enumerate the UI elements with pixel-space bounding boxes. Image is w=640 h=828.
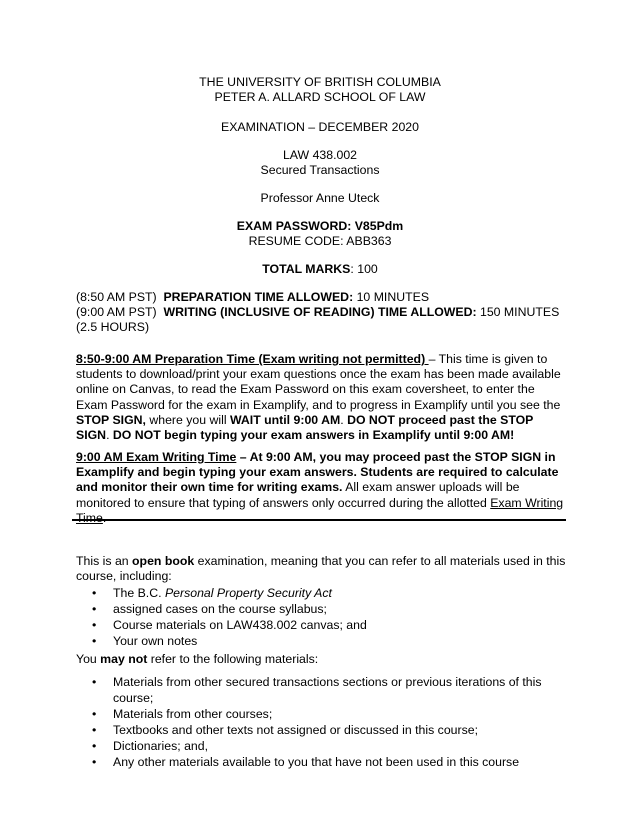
open-book-bold: open book: [132, 554, 195, 568]
prep-text-4: .: [106, 428, 113, 443]
exam-writing-time-link: Exam Writing Time: [76, 495, 564, 525]
writing-time-line: [76, 305, 568, 335]
stop-sign-text: STOP SIGN,: [76, 412, 146, 427]
resume-code: [0, 234, 640, 249]
may-not-text-1: You: [76, 652, 101, 666]
open-book-text-2: examination, meaning that you can refer to all materials used in this course, including:: [76, 554, 566, 584]
prohibited-materials-list: [76, 674, 568, 770]
writing-bold-text: – At 9:00 AM, you may proceed past the STOP SIGN in Examplify and begin typing your exam answers. Students are required to calculate and monitor their own time for writing exams.: [76, 450, 559, 495]
prep-dash: –: [428, 352, 439, 366]
marks-value: : 100: [350, 262, 378, 276]
prep-time-stamp: (8:50 AM PST): [76, 290, 157, 304]
list-item: • Textbooks and other texts not assigned or discussed in this course;: [76, 722, 568, 738]
list-item: • Materials from other secured transactions sections or previous iterations of this course;: [76, 674, 568, 706]
item-1-prefix: The B.C.: [113, 586, 165, 600]
list-item: [76, 585, 568, 601]
may-not-intro: [76, 652, 568, 667]
prep-text-2: where you will: [145, 412, 230, 427]
password-value: V85Pdm: [354, 219, 404, 233]
prep-text-3: .: [340, 412, 348, 427]
prep-time-label: PREPARATION TIME ALLOWED:: [163, 290, 354, 304]
prep-text-1: This time is given to students to download/print your exam questions once the exam has been made available online on Canvas, to read the Exam Password on this exam coversheet, to enter the Exam Password for the exam in Examplify, and to progress in Examplify until you see the: [76, 352, 561, 412]
prep-heading: 8:50-9:00 AM Preparation Time (Exam writing not permitted): [76, 352, 429, 366]
allowed-materials-list: [76, 585, 568, 649]
list-item: • Course materials on LAW438.002 canvas; and: [76, 617, 568, 633]
resume-value: ABB363: [346, 234, 392, 248]
open-book-intro: [76, 554, 568, 584]
exam-password: [0, 219, 640, 234]
university-name: THE UNIVERSITY OF BRITISH COLUMBIA: [199, 75, 441, 89]
professor-name: Professor Anne Uteck: [260, 191, 380, 205]
do-not-begin-text: DO NOT begin typing your exam answers in Examplify until 9:00 AM!: [112, 428, 515, 443]
list-item: • Dictionaries; and,: [76, 738, 568, 754]
total-marks: [0, 262, 640, 277]
writing-time-stamp: (9:00 AM PST): [76, 305, 157, 320]
open-book-text-1: This is an: [76, 554, 133, 568]
password-label: EXAM PASSWORD:: [236, 219, 352, 233]
may-not-text-2: refer to the following materials:: [147, 652, 319, 666]
course-code: LAW 438.002: [282, 148, 358, 162]
marks-label: TOTAL MARKS: [262, 262, 351, 276]
prep-time-line: [76, 290, 568, 305]
writing-time-value: 150 MINUTES (2.5 HOURS): [76, 305, 560, 335]
course-name: Secured Transactions: [260, 163, 380, 177]
writing-heading: 9:00 AM Exam Writing Time: [76, 450, 237, 464]
may-not-bold: may not: [100, 652, 148, 666]
list-item: • assigned cases on the course syllabus;: [76, 601, 568, 617]
preparation-paragraph: [76, 352, 568, 443]
writing-end: .: [102, 510, 107, 525]
list-item: • Any other materials available to you that have not been used in this course: [76, 754, 568, 770]
wait-text: WAIT until 9:00 AM: [230, 412, 341, 427]
school-name: PETER A. ALLARD SCHOOL OF LAW: [214, 90, 426, 104]
exam-title: EXAMINATION – DECEMBER 2020: [221, 120, 419, 134]
time-allowances: [76, 290, 568, 336]
writing-paragraph: [76, 450, 568, 526]
ppsa-title: Personal Property Security Act: [164, 586, 332, 600]
prep-time-value: 10 MINUTES: [356, 290, 430, 304]
horizontal-divider: [72, 519, 566, 521]
do-not-proceed-text: DO NOT proceed past the STOP SIGN: [76, 412, 534, 443]
writing-time-label: WRITING (INCLUSIVE OF READING) TIME ALLOWED:: [163, 305, 477, 320]
resume-label: RESUME CODE:: [248, 234, 344, 248]
list-item: • Materials from other courses;: [76, 706, 568, 722]
writing-text: All exam answer uploads will be monitored to ensure that typing of answers only occurred during the allotted: [76, 480, 520, 510]
list-item: • Your own notes: [76, 633, 568, 649]
